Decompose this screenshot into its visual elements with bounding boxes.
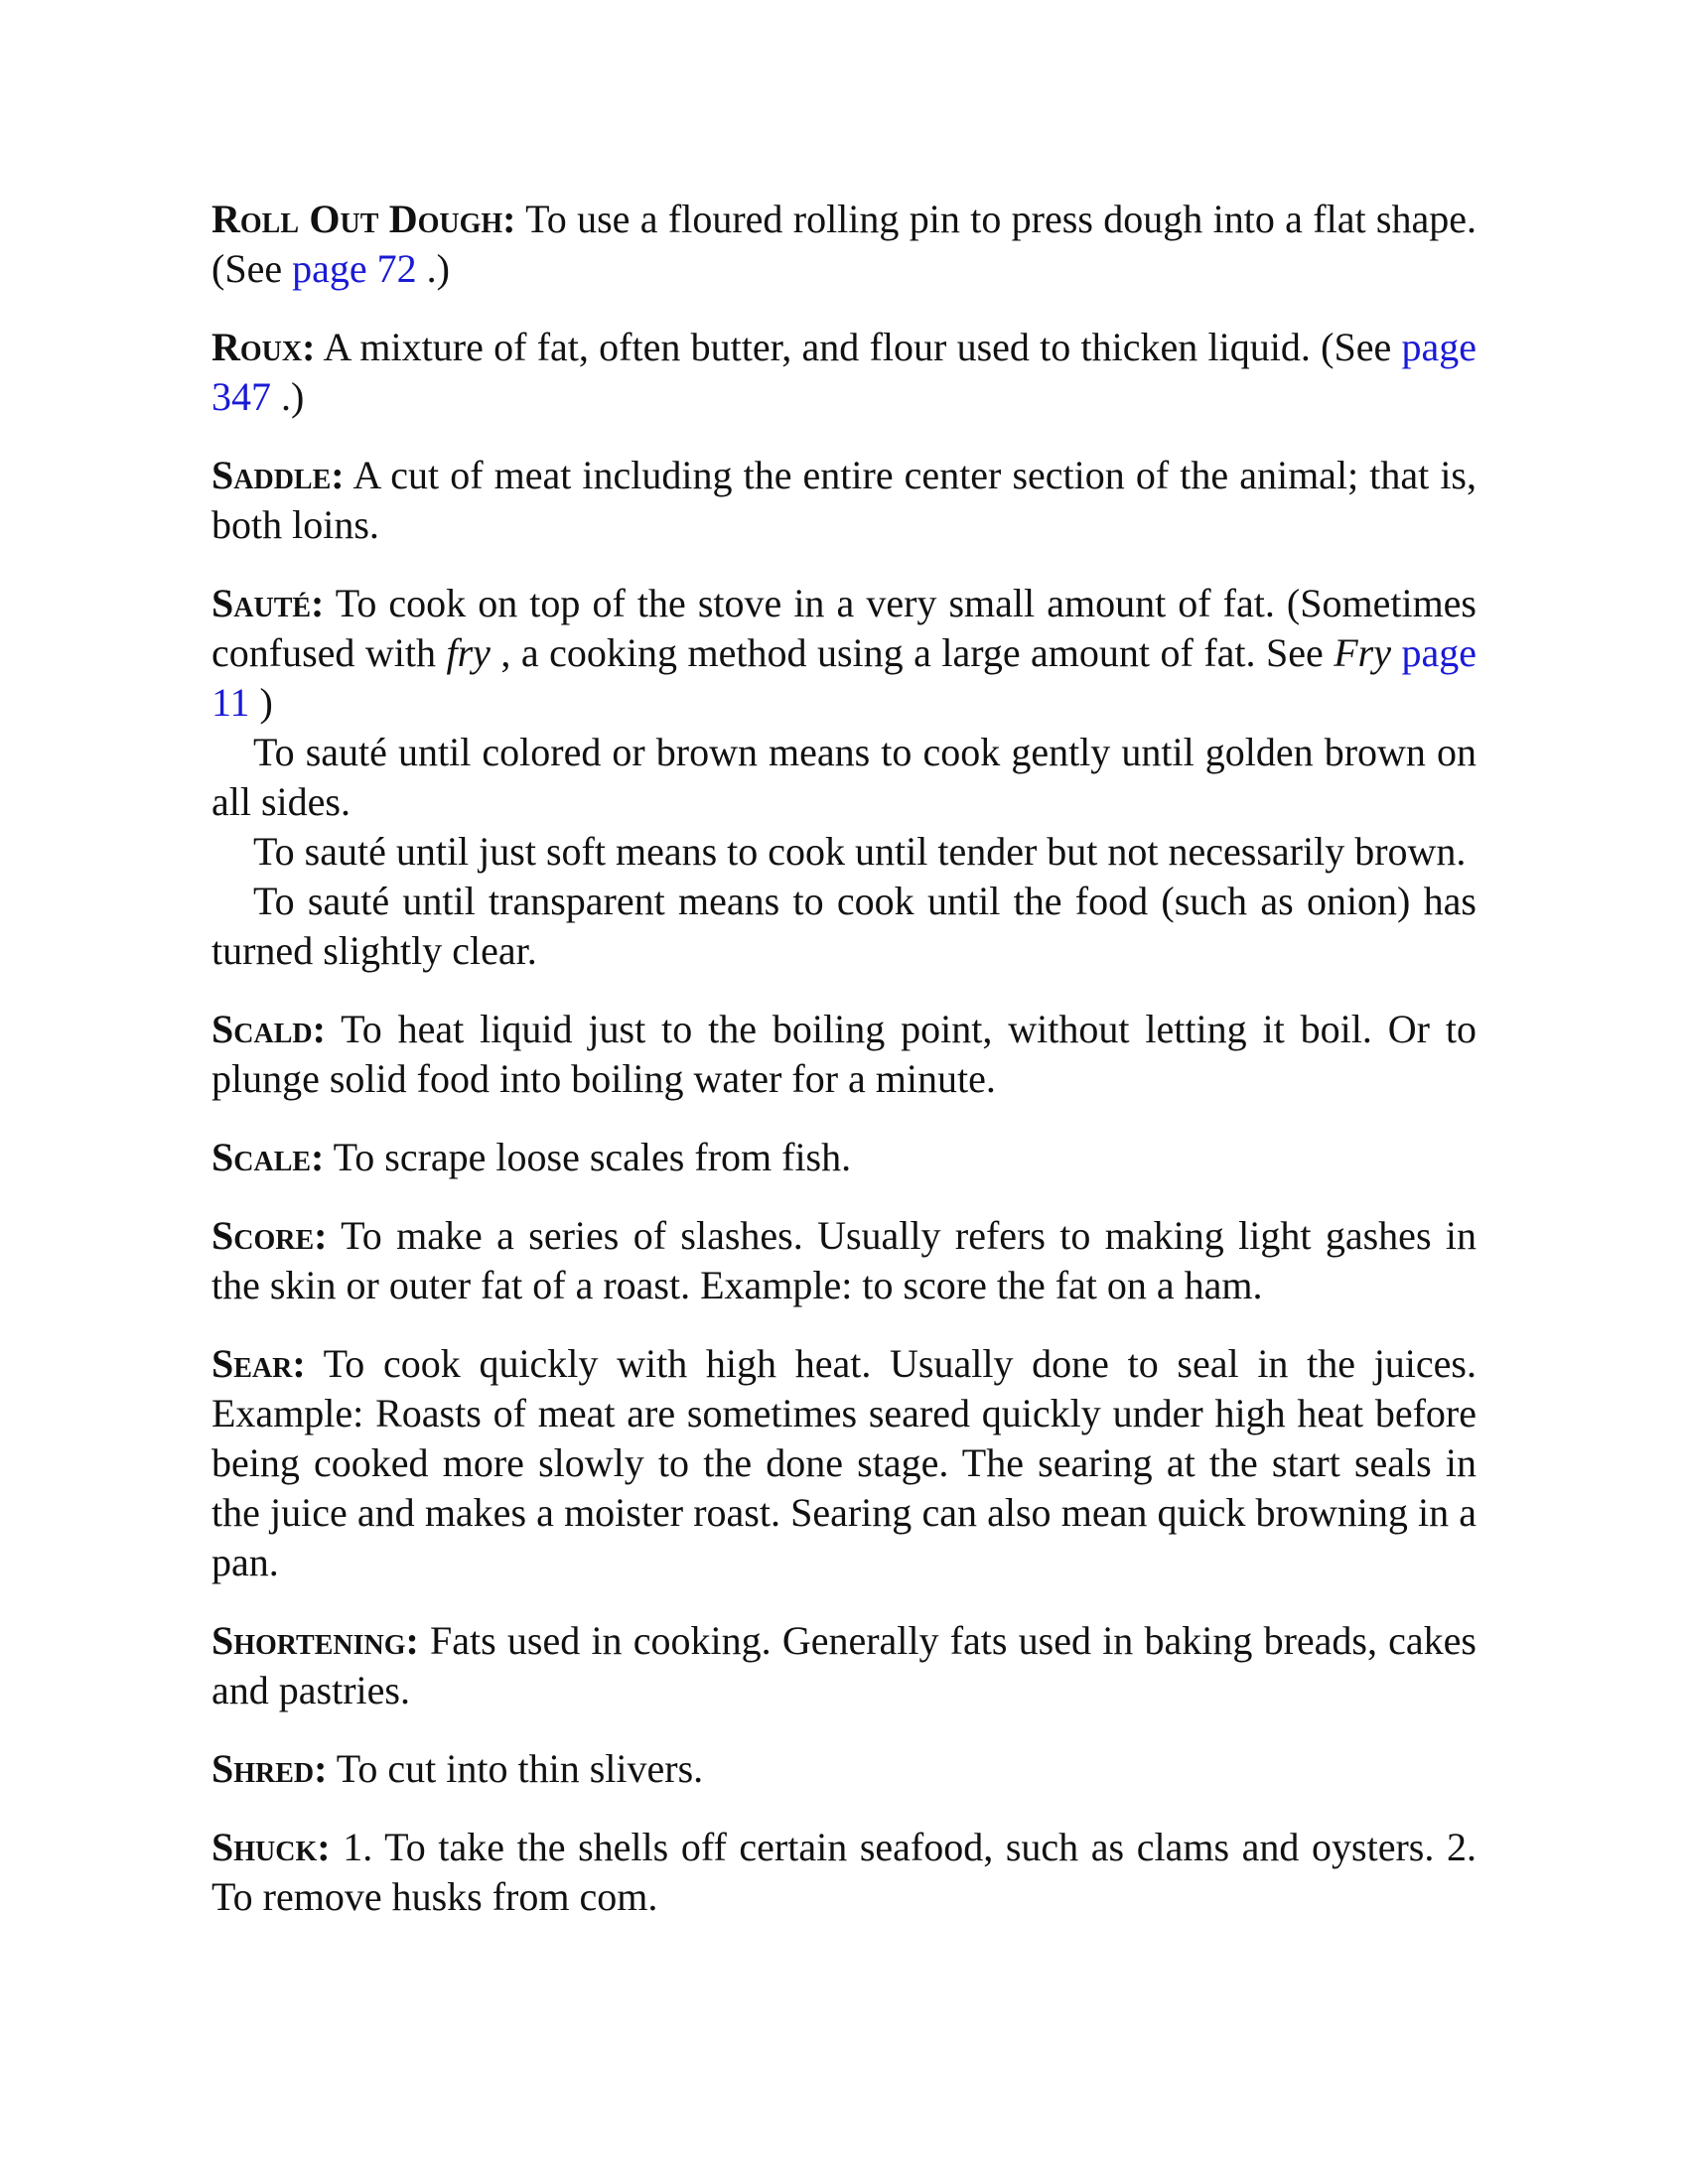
italic-fry-cap: Fry [1334, 630, 1391, 675]
entry-shuck [211, 1823, 1477, 1922]
term-scale: Scale: [211, 1135, 325, 1179]
term-score: Score: [211, 1213, 328, 1258]
term-shred: Shred: [211, 1746, 328, 1791]
definition-roll-out-dough-end: .) [416, 246, 450, 291]
entry-sear-text [211, 1339, 1477, 1587]
entry-scale-text [211, 1133, 1477, 1182]
entry-roll-out-dough-text [211, 195, 1477, 294]
definition-scale: To scrape loose scales from fish. [324, 1135, 852, 1179]
definition-roux: A mixture of fat, often butter, and flour used to thicken liquid. (See [315, 325, 1402, 369]
definition-roll-out-dough: To use a floured rolling pin to press dough into a flat shape. (See [211, 197, 1477, 291]
entry-scale [211, 1133, 1477, 1182]
entry-roux-text [211, 323, 1477, 422]
glossary-page [211, 195, 1477, 1951]
definition-saute-part3 [1391, 630, 1401, 675]
saute-subentry-brown: To sauté until colored or brown means to cook gently until golden brown on all sides. [211, 730, 1477, 824]
entry-roux [211, 323, 1477, 422]
entry-score-text [211, 1211, 1477, 1310]
entry-shortening-text [211, 1616, 1477, 1715]
entry-sear [211, 1339, 1477, 1587]
entry-saute [211, 579, 1477, 976]
definition-sear: To cook quickly with high heat. Usually done to seal in the juices. Example: Roasts of meat are sometimes seared quickly under high heat before being cooked more slowly to the done stage. The searing at the start seals in the juice and makes a moister roast. Searing can also mean quick browning in a pan. [211, 1341, 1477, 1584]
term-shuck: Shuck: [211, 1825, 331, 1869]
entry-shred-text [211, 1744, 1477, 1794]
entry-saute-text [211, 579, 1477, 728]
page-link-72[interactable]: page 72 [292, 246, 417, 291]
term-saute: Sauté: [211, 581, 325, 625]
entry-scald-text [211, 1005, 1477, 1104]
italic-fry-lower: fry [446, 630, 491, 675]
definition-saddle: A cut of meat including the entire center section of the animal; that is, both loins. [211, 453, 1477, 547]
definition-shred: To cut into thin slivers. [327, 1746, 704, 1791]
entry-saddle [211, 451, 1477, 550]
entry-scald [211, 1005, 1477, 1104]
saute-subentry-transparent: To sauté until transparent means to cook until the food (such as onion) has turned slightly clear. [211, 879, 1477, 973]
definition-saute-part2: , a cooking method using a large amount of fat. See [490, 630, 1335, 675]
definition-score: To make a series of slashes. Usually refers to making light gashes in the skin or outer fat of a roast. Example: to score the fat on a ham. [211, 1213, 1477, 1307]
entry-shred [211, 1744, 1477, 1794]
entry-saddle-text [211, 451, 1477, 550]
term-sear: Sear: [211, 1341, 306, 1386]
definition-saute-part1: To cook on top of the stove in a very small amount of fat. (Sometimes confused with [211, 581, 1477, 675]
definition-shortening: Fats used in cooking. Generally fats used in baking breads, cakes and pastries. [211, 1618, 1477, 1712]
entry-shortening [211, 1616, 1477, 1715]
term-roll-out-dough: Roll Out Dough: [211, 197, 516, 241]
term-roux: Roux: [211, 325, 316, 369]
page-link-347[interactable]: page 347 [211, 325, 1477, 419]
page-link-11[interactable]: page 11 [211, 630, 1477, 725]
definition-saute-end: ) [249, 680, 273, 725]
definition-shuck: 1. To take the shells off certain seafood, such as clams and oysters. 2. To remove husks from com. [211, 1825, 1477, 1919]
saute-subentry-soft: To sauté until just soft means to cook until tender but not necessarily brown. [253, 829, 1467, 874]
term-shortening: Shortening: [211, 1618, 419, 1663]
entry-score [211, 1211, 1477, 1310]
term-scald: Scald: [211, 1007, 326, 1051]
entry-roll-out-dough [211, 195, 1477, 294]
definition-roux-end: .) [271, 374, 305, 419]
term-saddle: Saddle: [211, 453, 345, 497]
entry-shuck-text [211, 1823, 1477, 1922]
definition-scald: To heat liquid just to the boiling point, without letting it boil. Or to plunge solid food into boiling water for a minute. [211, 1007, 1477, 1101]
